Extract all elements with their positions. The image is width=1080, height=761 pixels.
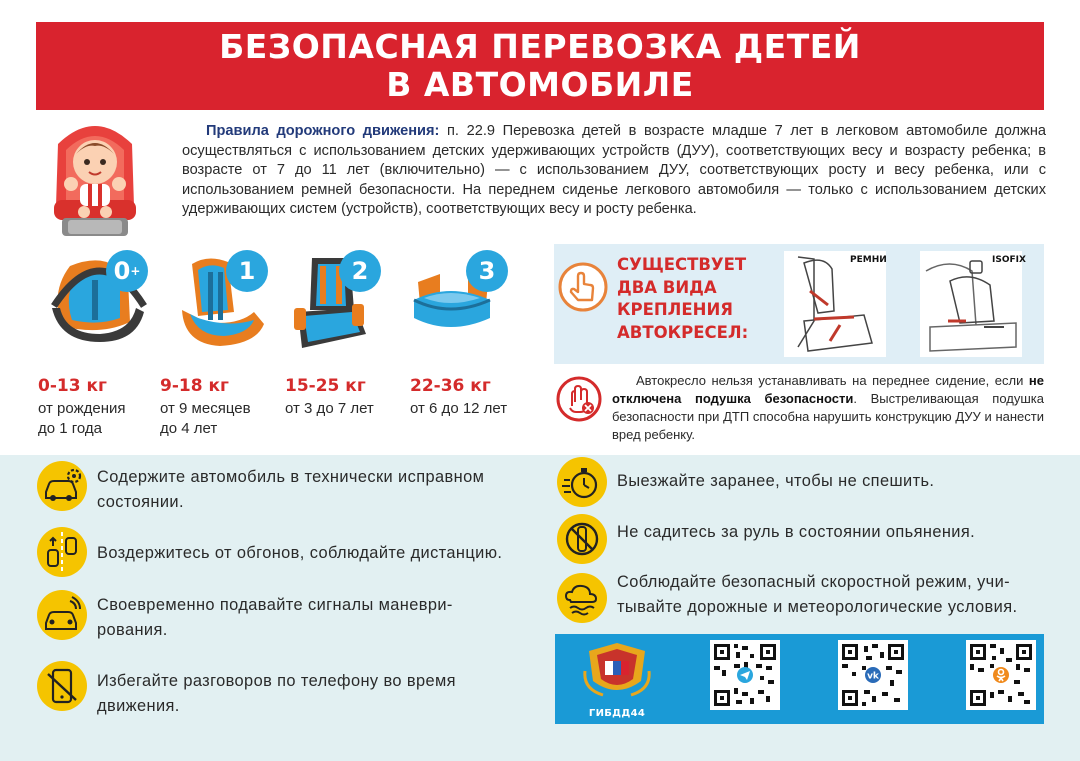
belt-mounting-diagram bbox=[784, 251, 886, 357]
svg-text:vk: vk bbox=[867, 671, 879, 682]
tip-text-5: Не садитесь за руль в состоянии опьянения. bbox=[617, 523, 976, 541]
baby-in-car-seat-illustration bbox=[38, 114, 152, 242]
no-phone-icon bbox=[36, 660, 88, 712]
tip-text-1: Воздержитесь от обгонов, соблюдайте дистанцию. bbox=[97, 544, 503, 562]
isofix-mounting-diagram bbox=[920, 251, 1022, 357]
group-badge-3: 3 bbox=[466, 250, 508, 292]
tip-text-4: Выезжайте заранее, чтобы не спешить. bbox=[617, 472, 935, 490]
no-airbag-icon bbox=[556, 376, 602, 422]
belts-label: РЕМНИ bbox=[850, 255, 887, 265]
group-badge-0: 0 + bbox=[106, 250, 148, 292]
group-badge-1: 1 bbox=[226, 250, 268, 292]
tip-text-3: Избегайте разговоров по телефону во время движения. bbox=[97, 672, 456, 715]
stopwatch-icon bbox=[556, 456, 608, 508]
turn-signal-car-icon bbox=[36, 589, 88, 641]
weather-icon bbox=[556, 572, 608, 624]
vk-qr-code[interactable] bbox=[838, 640, 908, 710]
group-weight-0: 0-13 кг bbox=[38, 376, 107, 396]
qr-pattern-telegram bbox=[710, 640, 780, 710]
finger-click-icon bbox=[558, 262, 608, 312]
rules-text: п. 22.9 Перевозка детей в возрасте младше 7 лет в легковом автомобиле должна осуществляться с использованием детских удерживающих устройств (ДУУ), соответствующих весу и возрасту ребенка; в возрасте от 7 до 11 лет (включительно) — с использованием ДУУ, соответствующих росту и весу ребенка, или с использованием ремней безопасности. На переднем сиденье легкового автомобиля — только с использованием детских удерживающих систем (устройств), соответствующих весу и росту ребенка. bbox=[182, 123, 1046, 218]
odnoklassniki-qr-code[interactable] bbox=[966, 640, 1036, 710]
tip-text-2: Своевременно подавайте сигналы маневри- рования. bbox=[97, 596, 453, 639]
tip-text-0: Содержите автомобиль в технически исправном состоянии. bbox=[97, 468, 485, 511]
group-badge-2: 2 bbox=[339, 250, 381, 292]
telegram-qr-code[interactable] bbox=[710, 640, 780, 710]
traffic-rules-paragraph bbox=[182, 122, 1046, 220]
airbag-warning-bold: не отключена подушка безопасности bbox=[612, 373, 1044, 406]
mounting-heading: СУЩЕСТВУЕТ ДВА ВИДА КРЕПЛЕНИЯ АВТОКРЕСЕЛ: bbox=[617, 255, 749, 342]
group-weight-1: 9-18 кг bbox=[160, 376, 229, 396]
overtaking-icon bbox=[36, 526, 88, 578]
group-weight-2: 15-25 кг bbox=[285, 376, 366, 396]
group-age-1: от 9 месяцев до 4 лет bbox=[160, 400, 251, 437]
title-banner bbox=[36, 22, 1044, 110]
page-title-line-2: В АВТОМОБИЛЕ bbox=[386, 65, 694, 104]
page-title-line-1: БЕЗОПАСНАЯ ПЕРЕВОЗКА ДЕТЕЙ bbox=[219, 27, 861, 66]
car-gear-icon bbox=[36, 460, 88, 512]
airbag-warning-text: Автокресло нельзя устанавливать на переднее сидение, если не отключена подушка безопасности. Выстреливающая подушка безопасности при ДТП способна нарушить конструкцию ДУУ и нанести вред ребенку. bbox=[612, 373, 1045, 442]
gibdd-emblem-icon bbox=[583, 641, 651, 701]
isofix-label: ISOFIX bbox=[992, 255, 1026, 265]
gibdd-label: ГИБДД44 bbox=[588, 708, 646, 719]
rules-title: Правила дорожного движения: bbox=[206, 123, 440, 139]
group-age-0: от рождения до 1 года bbox=[38, 400, 126, 437]
qr-pattern-ok bbox=[966, 640, 1036, 710]
group-weight-3: 22-36 кг bbox=[410, 376, 491, 396]
group-age-2: от 3 до 7 лет bbox=[285, 400, 374, 417]
group-age-3: от 6 до 12 лет bbox=[410, 400, 508, 417]
qr-pattern-vk bbox=[838, 640, 908, 710]
no-alcohol-icon bbox=[556, 513, 608, 565]
tip-text-6: Соблюдайте безопасный скоростной режим, учи- тывайте дорожные и метеорологические условия. bbox=[617, 573, 1018, 616]
